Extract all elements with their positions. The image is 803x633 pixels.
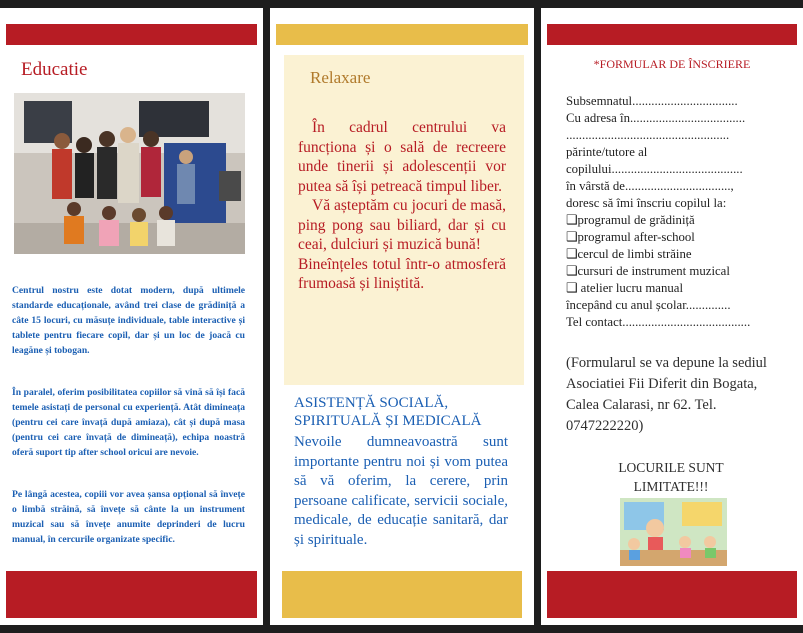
brochure-panel-form (541, 8, 803, 625)
class-photo (14, 93, 245, 254)
brochure-panel-education (0, 8, 263, 625)
top-red-bar (6, 24, 257, 45)
top-red-bar (547, 24, 797, 45)
bottom-red-bar (6, 571, 257, 618)
top-gold-bar (276, 24, 528, 45)
form-option: ❑cursuri de instrument muzical (566, 264, 730, 278)
education-paragraph-1: Centrul nostru este dotat modern, după ultimele standarde educaționale, având trei clase de grădiniță a câte 15 locuri, cu măsuțe individuale, table interactive și tablete pentru fiecare copil, dar și un loc de joacă cu leagăne și tobogan. (12, 285, 245, 356)
form-line: părinte/tutore al (566, 145, 648, 159)
form-line: doresc să îmi înscriu copilul la: (566, 196, 727, 210)
social-assistance-title (294, 394, 514, 430)
form-submission-note: (Formularul se va depune la sediul Asociatiei Fii Diferit din Bogata, Calea Calarasi, nr 62. Tel. 0747222220) (566, 355, 767, 434)
relaxation-paragraph-2: Vă așteptăm cu jocuri de masă, ping pong sau biliard, dar și cu ceai, dulciuri și muzică bună! (298, 197, 506, 253)
bottom-gold-bar (282, 571, 522, 618)
education-title: Educatie (21, 59, 88, 80)
education-paragraph-3: Pe lângă acestea, copiii vor avea șansa opțional să învețe o limbă străină, să învețe să cânte la un instrument muzical sau să învețe anumite deprinderi de lucru manual, în cercurile organizate specific. (12, 489, 245, 545)
bottom-red-bar (547, 571, 797, 618)
form-option: ❑programul de grădiniță (566, 213, 695, 227)
classroom-illustration-svg (620, 498, 727, 566)
limited-line-1: LOCURILE SUNT (618, 460, 724, 475)
classroom-illustration (620, 498, 727, 566)
relaxation-paragraph-1: În cadrul centrului va funcționa și o sală de recreere unde tinerii și adolescenții vor putea să își petreacă timpul liber. (298, 119, 506, 195)
enrollment-form (566, 93, 778, 331)
form-line: ................................................... (566, 128, 730, 142)
social-assistance-title-line-2: SPIRITUALĂ ȘI MEDICALĂ (294, 413, 482, 429)
form-option: ❑ atelier lucru manual (566, 281, 683, 295)
brochure-panel-relaxation (270, 8, 534, 625)
relaxation-title: Relaxare (310, 68, 371, 87)
form-line: Cu adresa în.................................... (566, 111, 746, 125)
form-option: ❑cercul de limbi străine (566, 247, 692, 261)
form-line: Tel contact........................................ (566, 315, 751, 329)
form-title: *FORMULAR DE ÎNSCRIERE (593, 57, 751, 71)
class-photo-illustration (14, 93, 245, 254)
limited-places-notice (571, 458, 771, 496)
form-line: copilului......................................... (566, 162, 743, 176)
relaxation-paragraph-3: Bineînțeles totul într-o atmosferă frumoasă și liniștită. (298, 255, 506, 292)
form-line: începând cu anul școlar.............. (566, 298, 731, 312)
form-line: Subsemnatul................................. (566, 94, 738, 108)
relaxation-text (298, 118, 506, 294)
education-paragraph-2: În paralel, oferim posibilitatea copiilor să vină să își facă temele asistați de personal cu experiență. Atât dimineața (pentru cei care învață după amiaza), cât și după masa (pentru cei care învață de dimineață), echipa noastră oferă suport tip after school oricui are nevoie. (12, 387, 245, 458)
social-assistance-text: Nevoile dumneavoastră sunt importante pentru noi și vom putea să vă oferim, la cerere, prin persoane calificate, servicii sociale, medicale, de educație sanitară, dar și spirituale. (294, 434, 508, 548)
social-assistance-title-line-1: ASISTENȚĂ SOCIALĂ, (294, 395, 449, 411)
limited-line-2: LIMITATE!!! (633, 479, 709, 494)
form-option: ❑programul after-school (566, 230, 695, 244)
form-line: în vârstă de................................., (566, 179, 734, 193)
